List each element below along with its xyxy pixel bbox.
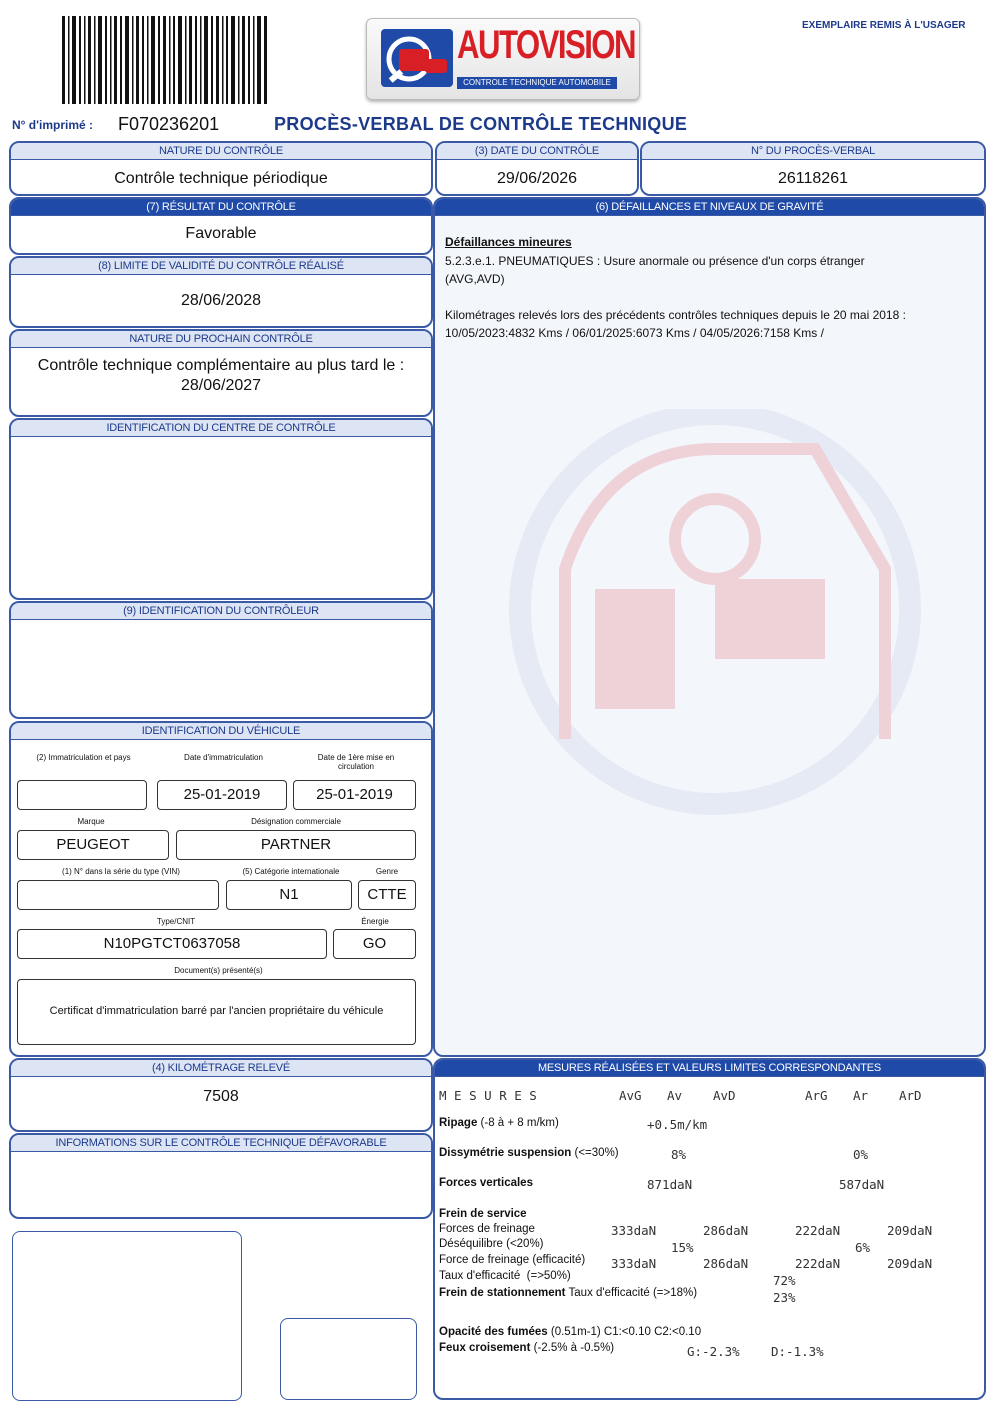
validity-box [9,256,433,328]
defects-box [433,197,986,1057]
mileage-box [9,1058,433,1132]
mileage-value: 7508 [203,1088,239,1105]
documents-value: Certificat d'immatriculation barré par l'ancien propriétaire du véhicule [49,1005,384,1017]
braking-forces-ard: 209daN [887,1223,933,1238]
validity-header: (8) LIMITE DE VALIDITÉ DU CONTRÔLE RÉALISÉ [11,258,431,275]
low-beam-label: Feux croisement (-2.5% à -0.5%) [439,1342,615,1354]
col-av: Av [667,1088,683,1103]
mileage-history-line2: 10/05/2023:4832 Kms / 06/01/2025:6073 Kms / 04/05/2026:7158 Kms / [445,326,824,340]
print-number-label: N° d'imprimé : [12,118,93,132]
efficiency-forces-label: Force de freinage (efficacité) [439,1254,586,1266]
center-box [9,418,433,600]
control-date-box [435,141,639,196]
efficiency-forces-avd: 286daN [703,1256,749,1271]
result-header: (7) RÉSULTAT DU CONTRÔLE [11,199,431,216]
unfavorable-header: INFORMATIONS SUR LE CONTRÔLE TECHNIQUE DÉFAVORABLE [11,1135,431,1152]
low-beam-left: G:-2.3% [687,1344,740,1359]
make-field: PEUGEOT [17,830,169,860]
imbalance-label: Déséquilibre (<20%) [439,1238,544,1250]
vehicle-header: IDENTIFICATION DU VÉHICULE [11,723,431,740]
control-date-header: (3) DATE DU CONTRÔLE [437,143,637,160]
label-type: Type/CNIT [156,917,196,926]
ripage-value: +0.5m/km [647,1117,708,1132]
documents-field [17,979,416,1045]
measures-header: MESURES RÉALISÉES ET VALEURS LIMITES CORRESPONDANTES [435,1060,984,1077]
control-type-header: NATURE DU CONTRÔLE [11,143,431,160]
col-avd: AvD [713,1088,736,1103]
vertical-forces-front: 871daN [647,1177,693,1192]
document-title: PROCÈS-VERBAL DE CONTRÔLE TECHNIQUE [274,114,688,134]
control-type-value: Contrôle technique périodique [114,170,328,187]
mileage-history-line1: Kilométrages relevés lors des précédents contrôles techniques depuis le 20 mai 2018 : [445,308,906,322]
barcode [60,14,270,106]
defects-subtitle: Défaillances mineures [445,235,572,249]
parking-brake-label: Frein de stationnement Taux d'efficacité (=>18%) [439,1287,698,1299]
smoke-opacity-label: Opacité des fumées (0.51m-1) C1:<0.10 C2:<0.10 [439,1326,702,1338]
dissymmetry-label: Dissymétrie suspension (<=30%) [439,1147,619,1159]
vin-field [17,880,219,910]
dissymmetry-rear: 0% [853,1147,869,1162]
registration-date-field: 25-01-2019 [157,780,287,810]
col-avg: AvG [619,1088,642,1103]
print-number-value: F070236201 [118,114,220,134]
efficiency-forces-arg: 222daN [795,1256,841,1271]
col-arg: ArG [805,1088,828,1103]
efficiency-forces-ard: 209daN [887,1256,933,1271]
registration-field [17,780,147,810]
logo-emblem-icon [381,29,453,87]
label-vin: (1) N° dans la série du type (VIN) [62,867,180,876]
label-documents: Document(s) présenté(s) [174,966,263,975]
vertical-forces-label: Forces verticales [439,1177,533,1189]
energy-field: GO [333,929,416,959]
signature-box [280,1318,417,1400]
braking-forces-label: Forces de freinage [439,1223,535,1235]
report-number-header: N° DU PROCÈS-VERBAL [642,143,984,160]
genre-field: CTTE [358,880,416,910]
vehicle-box [9,721,433,1057]
controller-box [9,601,433,719]
col-ar: Ar [853,1088,869,1103]
service-brake-label: Frein de service [439,1208,527,1220]
model-field: PARTNER [176,830,416,860]
label-first-circulation: Date de 1ère mise en circulation [317,753,395,771]
type-field: N10PGTCT0637058 [17,929,327,959]
next-control-box [9,329,433,417]
watermark-car-icon [485,409,945,829]
efficiency-forces-avg: 333daN [611,1256,657,1271]
label-make: Marque [77,817,105,826]
first-circulation-field: 25-01-2019 [293,780,416,810]
imbalance-rear: 6% [855,1240,871,1255]
ripage-label: Ripage (-8 à + 8 m/km) [439,1117,559,1129]
col-ard: ArD [899,1088,922,1103]
label-energy: Énergie [361,917,389,926]
label-genre: Genre [375,867,399,876]
report-number-value: 26118261 [778,170,848,187]
next-control-header: NATURE DU PROCHAIN CONTRÔLE [11,331,431,348]
label-category: (5) Catégorie internationale [242,867,340,876]
category-field: N1 [226,880,352,910]
autovision-logo [366,18,640,100]
car-magnifier-icon [381,29,453,87]
label-registration-date: Date d'immatriculation [184,753,263,762]
efficiency-rate-value: 72% [773,1273,796,1288]
barcode-graphic [60,14,270,106]
center-header: IDENTIFICATION DU CENTRE DE CONTRÔLE [11,420,431,437]
stamp-box [12,1231,242,1401]
control-type-box [9,141,433,196]
control-date-value: 29/06/2026 [496,170,578,187]
result-value: Favorable [185,225,257,242]
braking-forces-avd: 286daN [703,1223,749,1238]
parking-brake-value: 23% [773,1290,796,1305]
defects-header: (6) DÉFAILLANCES ET NIVEAUX DE GRAVITÉ [435,199,984,216]
efficiency-rate-label: Taux d'efficacité (=>50%) [439,1270,571,1282]
vertical-forces-rear: 587daN [839,1177,885,1192]
defect-item-line2: (AVG,AVD) [445,272,505,286]
low-beam-right: D:-1.3% [771,1344,824,1359]
brand-tagline: CONTROLE TECHNIQUE AUTOMOBILE [457,77,617,89]
defect-item-line1: 5.2.3.e.1. PNEUMATIQUES : Usure anormale ou présence d'un corps étranger [445,254,865,268]
result-box [9,197,433,255]
imbalance-front: 15% [671,1240,694,1255]
measures-box [433,1058,986,1400]
report-number-box [640,141,986,196]
braking-forces-avg: 333daN [611,1223,657,1238]
copy-label: EXEMPLAIRE REMIS À L'USAGER [802,20,966,31]
label-registration: (2) Immatriculation et pays [36,753,131,762]
measures-title: M E S U R E S [439,1088,537,1103]
braking-forces-arg: 222daN [795,1223,841,1238]
next-control-line1: Contrôle technique complémentaire au plus tard le : [37,357,405,374]
unfavorable-box [9,1133,433,1219]
next-control-line2: 28/06/2027 [180,377,262,394]
label-model: Désignation commerciale [251,817,341,826]
brand-name: AUTOVISION [457,23,635,67]
mileage-header: (4) KILOMÉTRAGE RELEVÉ [11,1060,431,1077]
validity-value: 28/06/2028 [180,292,262,309]
controller-header: (9) IDENTIFICATION DU CONTRÔLEUR [11,603,431,620]
dissymmetry-front: 8% [671,1147,687,1162]
